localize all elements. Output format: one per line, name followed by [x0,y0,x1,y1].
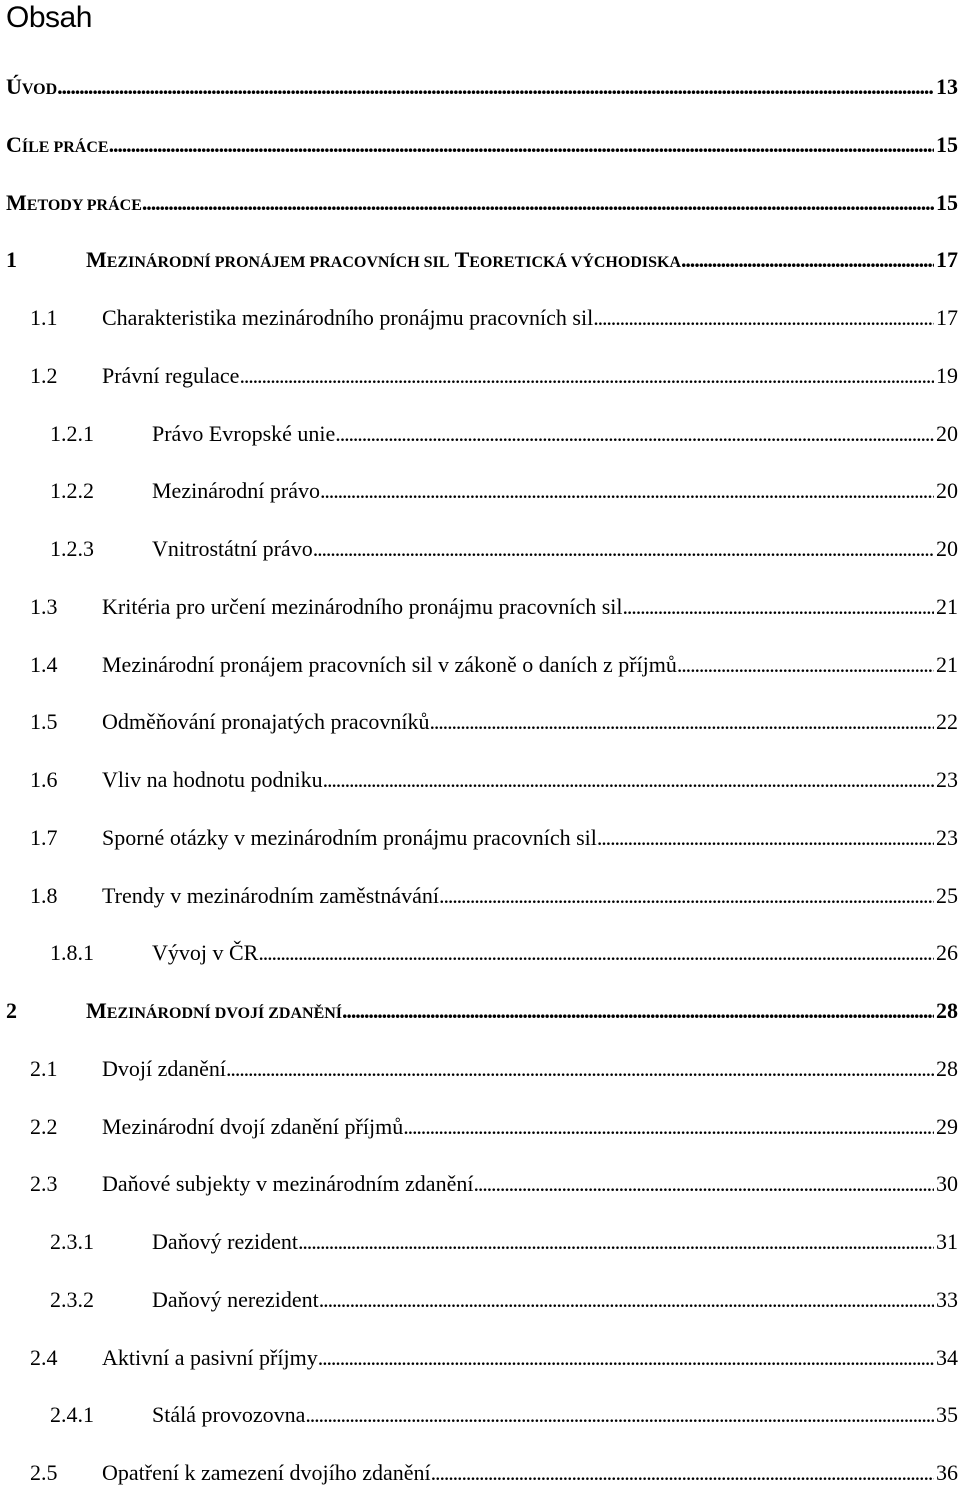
toc-entry-title [6,72,57,105]
toc-entry-page-number: 17 [936,305,958,330]
toc-entry[interactable] [50,419,958,449]
title-rest: EZINÁRODNÍ DVOJÍ ZDANĚNÍ [106,1005,343,1022]
dot-leader [319,1285,934,1315]
toc-entry-number: 2.3.1 [50,1229,94,1254]
dot-leader [439,881,934,911]
title-initial: M [86,998,107,1023]
toc-entry[interactable] [30,303,958,333]
title-rest: EORETICKÁ VÝCHODISKA [469,254,681,272]
toc-entry-number: 1.3 [30,593,58,619]
toc-entry-number: 1.5 [30,709,58,735]
toc-entry[interactable] [30,650,958,680]
toc-entry[interactable] [50,1400,958,1430]
toc-entry-title: Aktivní a pasivní příjmy [102,1344,318,1370]
toc-entry-page-number: 34 [936,1344,958,1370]
toc-entry-number: 2.3.2 [50,1286,94,1312]
toc-entry-page-number: 20 [936,478,958,504]
toc-entry-number: 2.4 [30,1344,58,1370]
toc-entry[interactable] [30,707,958,737]
toc-entry-page-number: 25 [936,882,958,908]
toc-entry-title: Právo Evropské unie [152,420,336,446]
toc-entry-page-number: 23 [936,824,958,850]
toc-entry-page-number: 29 [936,1113,958,1139]
toc-entry-number: 1.2 [30,362,58,388]
dot-leader [429,707,934,737]
toc-entry[interactable] [30,592,958,622]
dot-leader [313,534,934,564]
toc-entry-page-number: 15 [936,131,958,157]
toc-entry-title [86,996,342,1029]
title-initial: M [6,189,27,215]
dot-leader [681,245,934,275]
toc-entry-title: Odměňování pronajatých pracovníků [102,709,430,735]
toc-entry-page-number: 28 [936,998,958,1023]
dot-leader [318,1343,934,1373]
toc-entry-number: 2.3 [30,1171,58,1197]
toc-entry-title: Vliv na hodnotu podniku [102,767,323,792]
toc-entry-number: 2.4.1 [50,1402,94,1428]
toc-entry-title: Dvojí zdanění [102,1055,227,1081]
toc-entry-page-number: 21 [936,593,958,619]
toc-entry-title: Vývoj v ČR [152,940,259,966]
toc-entry-number: 1.6 [30,767,58,792]
toc-entry-title: Charakteristika mezinárodního pronájmu pracovních sil [102,305,594,330]
dot-leader [109,130,934,160]
dot-leader [623,592,935,622]
dot-leader [342,996,934,1026]
toc-entry-page-number: 19 [936,362,958,388]
toc-entry-number: 1.8.1 [50,940,94,966]
toc-entry-page-number: 17 [936,247,958,273]
toc-entry[interactable] [50,534,958,564]
toc-entry-title: Daňový rezident [152,1229,298,1254]
dot-leader [323,765,934,795]
toc-entry-number: 1.8 [30,882,58,908]
toc-entry-number: 1.2.3 [50,536,94,561]
toc-entry-number: 1.7 [30,824,58,850]
toc-entry-number: 1.2.1 [50,420,94,446]
toc-entry[interactable] [30,1054,958,1084]
toc-entry-title [6,130,109,163]
toc-entry[interactable] [50,1227,958,1257]
dot-leader [305,1400,934,1430]
title-rest: ÍLE PRÁCE [21,138,109,156]
toc-entry-number: 1.1 [30,305,58,330]
toc-entry-number: 1.2.2 [50,478,94,504]
toc-entry[interactable] [30,881,958,911]
toc-entry-title: Stálá provozovna [152,1402,306,1428]
toc-entry[interactable] [30,361,958,391]
toc-entry-page-number: 20 [936,536,958,561]
title-rest: ETODY PRÁCE [26,196,142,214]
toc-entry-page-number: 30 [936,1171,958,1197]
toc-entry-title: Mezinárodní právo [152,478,320,504]
dot-leader [403,1112,934,1142]
dot-leader [142,188,934,218]
toc-entry-page-number: 31 [936,1229,958,1254]
toc-entry[interactable] [30,823,958,853]
toc-entry[interactable] [50,476,958,506]
page-title: Obsah [6,1,92,34]
dot-leader [597,823,934,853]
toc-entry-page-number: 13 [936,74,958,99]
toc-entry-page-number: 36 [936,1460,958,1485]
toc-entry-title: Mezinárodní dvojí zdanění příjmů [102,1113,404,1139]
toc-entry-number: 2.5 [30,1460,58,1485]
title-rest: VOD [21,81,58,98]
toc-entry-number: 1 [6,247,17,273]
toc-entry-title: Daňové subjekty v mezinárodním zdanění [102,1171,474,1197]
toc-entry[interactable] [30,1112,958,1142]
toc-entry[interactable] [30,1343,958,1373]
dot-leader [226,1054,934,1084]
toc-entry-title: Právní regulace [102,362,240,388]
toc-entry-title: Kritéria pro určení mezinárodního pronájmu pracovních sil [102,593,623,619]
toc-entry[interactable] [6,996,958,1026]
toc-entry-page-number: 23 [936,767,958,792]
toc-entry[interactable] [30,1458,958,1488]
toc-entry-title: Daňový nerezident [152,1286,319,1312]
toc-entry[interactable] [6,188,958,218]
dot-leader [57,72,934,102]
title-initial: C [6,131,22,157]
dot-leader [298,1227,934,1257]
toc-entry[interactable] [50,1285,958,1315]
toc-entry-page-number: 21 [936,651,958,677]
title-initial: Ú [6,74,22,99]
toc-entry-page-number: 22 [936,709,958,735]
dot-leader [335,419,934,449]
dot-leader [593,303,934,333]
toc-entry[interactable] [6,72,958,102]
dot-leader [239,361,934,391]
toc-entry-number: 2 [6,998,17,1023]
toc-entry-title [86,245,681,278]
dot-leader [677,650,934,680]
toc-entry-page-number: 20 [936,420,958,446]
title-rest: EZINÁRODNÍ PRONÁJEM PRACOVNÍCH SIL [106,254,450,272]
toc-entry-title: Opatření k zamezení dvojího zdanění [102,1460,431,1485]
toc-entry[interactable] [30,1169,958,1199]
toc-entry[interactable] [6,245,958,275]
toc-entry-number: 2.1 [30,1055,58,1081]
toc-entry[interactable] [6,130,958,160]
toc-entry-title [6,188,142,221]
toc-entry-page-number: 35 [936,1402,958,1428]
toc-entry-number: 2.2 [30,1113,58,1139]
toc-entry-page-number: 28 [936,1055,958,1081]
dot-leader [320,476,934,506]
toc-entry-title: Sporné otázky v mezinárodním pronájmu pracovních sil [102,824,597,850]
dot-leader [258,938,934,968]
toc-entry[interactable] [50,938,958,968]
title-initial: T [454,247,470,273]
toc-entry-title: Mezinárodní pronájem pracovních sil v zákoně o daních z příjmů [102,651,677,677]
toc-entry-page-number: 26 [936,940,958,966]
toc-entry-page-number: 15 [936,189,958,215]
toc-entry-title: Trendy v mezinárodním zaměstnávání [102,882,440,908]
dot-leader [431,1458,934,1488]
title-initial: M [86,247,107,273]
toc-entry-page-number: 33 [936,1286,958,1312]
dot-leader [473,1169,934,1199]
toc-entry[interactable] [30,765,958,795]
toc-entry-title: Vnitrostátní právo [152,536,313,561]
toc-entry-number: 1.4 [30,651,58,677]
